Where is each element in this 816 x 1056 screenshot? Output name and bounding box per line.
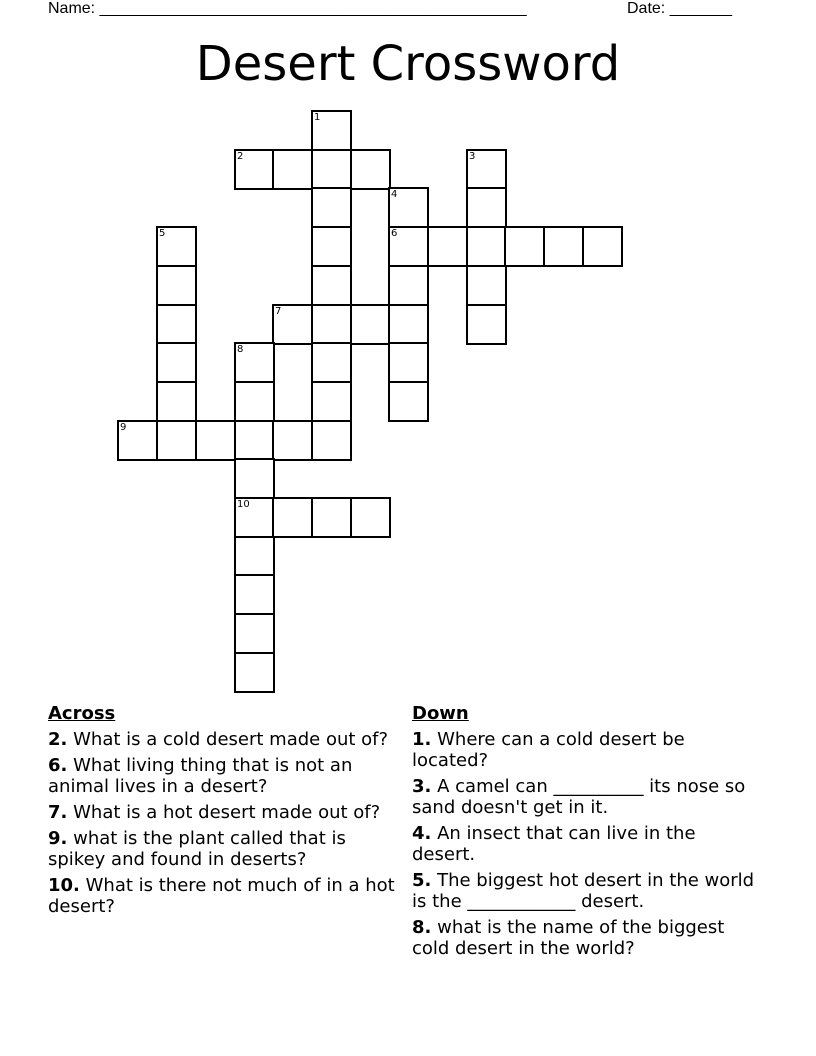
grid-cell[interactable] (311, 497, 352, 538)
grid-cell[interactable] (582, 226, 623, 267)
grid-cell[interactable] (272, 420, 313, 461)
grid-cell[interactable] (466, 226, 507, 267)
grid-cell[interactable] (234, 574, 275, 615)
grid-cell[interactable] (234, 536, 275, 577)
grid-cell[interactable] (388, 304, 429, 345)
grid-cell[interactable] (388, 381, 429, 422)
clue-number: 9 (120, 422, 127, 433)
grid-cell[interactable] (234, 652, 275, 693)
down-heading: Down (412, 703, 469, 724)
across-clues (48, 703, 398, 922)
grid-cell[interactable] (234, 342, 275, 383)
across-clue: 7. What is a hot desert made out of? (48, 802, 381, 823)
across-clue: 6. What living thing that is not an animal lives in a desert? (48, 755, 353, 797)
down-clue: 8. what is the name of the biggest cold desert in the world? (412, 917, 725, 959)
name-field-label: Name: ________________________________________________ (48, 0, 527, 17)
grid-cell[interactable] (388, 187, 429, 228)
across-clue: 2. What is a cold desert made out of? (48, 729, 389, 750)
across-heading: Across (48, 703, 116, 724)
grid-cell[interactable] (272, 149, 313, 190)
clue-number: 7 (275, 306, 282, 317)
grid-cell[interactable] (388, 342, 429, 383)
grid-cell[interactable] (311, 226, 352, 267)
grid-cell[interactable] (195, 420, 236, 461)
down-clue: 4. An insect that can live in the desert. (412, 823, 696, 865)
clue-number: 1 (314, 112, 321, 123)
grid-cell[interactable] (234, 149, 275, 190)
grid-cell[interactable] (234, 420, 275, 461)
page-title: Desert Crossword (195, 36, 621, 92)
grid-cell[interactable] (311, 342, 352, 383)
grid-cell[interactable] (543, 226, 584, 267)
clue-number: 8 (237, 344, 244, 355)
grid-cell[interactable] (156, 420, 197, 461)
grid-cell[interactable] (466, 187, 507, 228)
grid-cell[interactable] (311, 381, 352, 422)
grid-cell[interactable] (311, 149, 352, 190)
grid-cell[interactable] (156, 265, 197, 306)
grid-cell[interactable] (311, 110, 352, 151)
grid-cell[interactable] (466, 265, 507, 306)
grid-cell[interactable] (156, 342, 197, 383)
grid-cell[interactable] (234, 458, 275, 499)
grid-cell[interactable] (156, 304, 197, 345)
grid-cell[interactable] (234, 381, 275, 422)
grid-cell[interactable] (272, 304, 313, 345)
down-clue: 5. The biggest hot desert in the world is the ____________ desert. (412, 870, 755, 912)
across-clue: 9. what is the plant called that is spikey and found in deserts? (48, 828, 346, 870)
grid-cell[interactable] (156, 226, 197, 267)
grid-cell[interactable] (117, 420, 158, 461)
grid-cell[interactable] (311, 304, 352, 345)
grid-cell[interactable] (427, 226, 468, 267)
clue-number: 3 (469, 151, 476, 162)
clue-number: 4 (391, 189, 398, 200)
down-clues (412, 703, 762, 964)
down-clue: 3. A camel can __________ its nose so sand doesn't get in it. (412, 776, 746, 818)
grid-cell[interactable] (350, 497, 391, 538)
grid-cell[interactable] (388, 226, 429, 267)
date-field-label: Date: _______ (627, 0, 732, 17)
grid-cell[interactable] (272, 497, 313, 538)
grid-cell[interactable] (388, 265, 429, 306)
clue-number: 2 (237, 151, 244, 162)
grid-cell[interactable] (311, 420, 352, 461)
grid-cell[interactable] (350, 149, 391, 190)
clue-number: 5 (159, 228, 166, 239)
clue-number: 6 (391, 228, 398, 239)
grid-cell[interactable] (466, 304, 507, 345)
grid-cell[interactable] (311, 187, 352, 228)
grid-cell[interactable] (156, 381, 197, 422)
clue-number: 10 (237, 499, 250, 510)
across-clue: 10. What is there not much of in a hot desert? (48, 875, 395, 917)
grid-cell[interactable] (311, 265, 352, 306)
grid-cell[interactable] (234, 613, 275, 654)
grid-cell[interactable] (466, 149, 507, 190)
grid-cell[interactable] (234, 497, 275, 538)
grid-cell[interactable] (504, 226, 545, 267)
down-clue: 1. Where can a cold desert be located? (412, 729, 685, 771)
grid-cell[interactable] (350, 304, 391, 345)
